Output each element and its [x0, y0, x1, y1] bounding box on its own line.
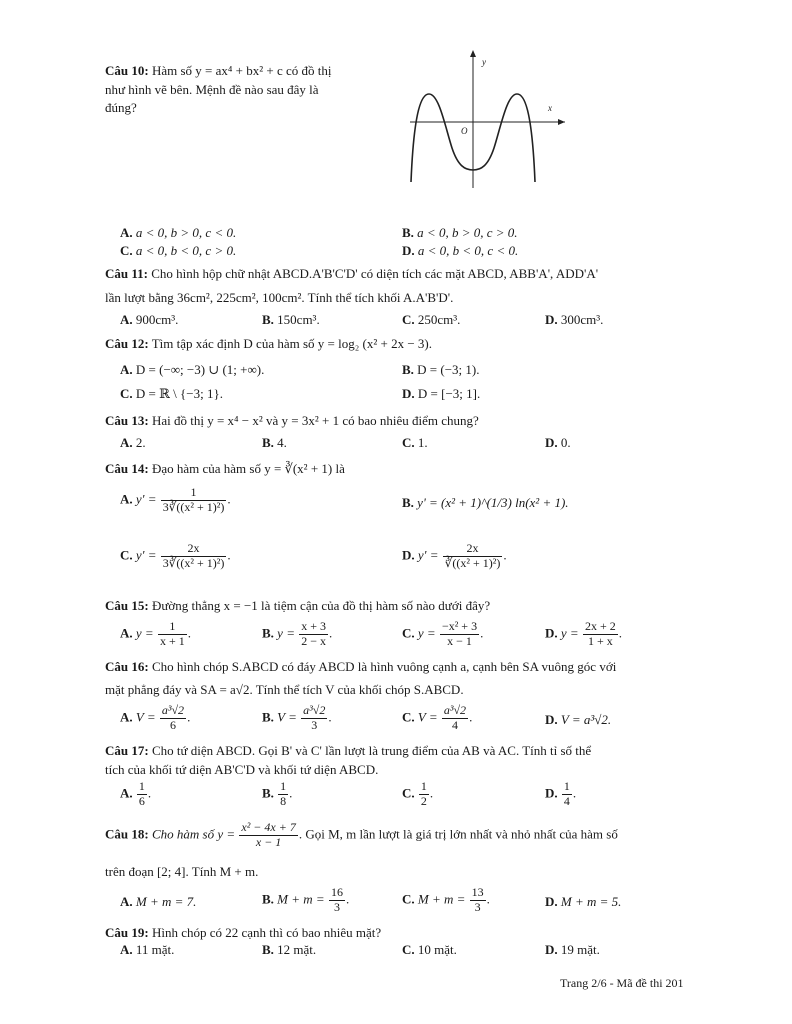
q17-line1: Câu 17: Cho tứ diện ABCD. Gọi B' và C' lần lượt là trung điểm của AB và AC. Tính tỉ số thể	[105, 743, 592, 758]
y-axis-arrow	[470, 50, 476, 57]
q18-c-fraction: $\frac{13}{3}$	[471, 885, 484, 914]
q12-option-d[interactable]: D. D = [−3; 1].	[402, 386, 481, 401]
q18-function-fraction: $\frac{\text{x² − 4x + 7}}{x - 1}$	[241, 820, 296, 849]
q14-line: Câu 14: Đạo hàm của hàm số y = ∛(x² + 1) là	[105, 461, 345, 476]
q15-option-b[interactable]: B. y = $\frac{x + 3}{2 - x}$ .	[262, 619, 333, 648]
q15-option-c[interactable]: C. y = $\frac{\text{−x² + 3}}{x - 1}$ .	[402, 619, 484, 648]
q19-option-b[interactable]: B. 12 mặt.	[262, 942, 317, 957]
q16-a-fraction: $\frac{\text{a³√2}}{6}$	[161, 703, 185, 732]
q10-option-d[interactable]: D. a < 0, b < 0, c < 0.	[402, 243, 519, 258]
q17-option-a[interactable]: A. $\frac{1}{6}$ .	[120, 779, 152, 808]
q15-b-fraction: $\frac{x + 3}{2 - x}$	[301, 619, 326, 648]
q19-option-d[interactable]: D. 19 mặt.	[545, 942, 600, 957]
q17-option-b[interactable]: B. $\frac{1}{8}$ .	[262, 779, 293, 808]
q18-option-a[interactable]: A. M + m = 7.	[120, 894, 197, 909]
q19-option-c[interactable]: C. 10 mặt.	[402, 942, 457, 957]
q17-option-d[interactable]: D. $\frac{1}{4}$ .	[545, 779, 577, 808]
q15-line: Câu 15: Đường thẳng x = −1 là tiệm cận của đồ thị hàm số nào dưới đây?	[105, 598, 491, 613]
q11-option-c[interactable]: C. 250cm³.	[402, 312, 461, 327]
q14-label: Câu 14:	[105, 461, 149, 476]
q14-a-fraction: $\frac{1}{\text{3∛((x² + 1)²)}}$	[162, 485, 225, 514]
q13-option-d[interactable]: D. 0.	[545, 435, 571, 450]
q10-label: Câu 10:	[105, 63, 149, 78]
q13-line: Câu 13: Hai đồ thị y = x⁴ − x² và y = 3x² + 1 có bao nhiêu điểm chung?	[105, 413, 479, 428]
q18-line1: Câu 18: Cho hàm số y = $\frac{\text{x² − 4x + 7}}{x - 1}$ . Gọi M, m lần lượt là giá trị lớn nhất và nhỏ nhất của hàm số	[105, 820, 618, 849]
q16-label: Câu 16:	[105, 659, 149, 674]
q18-option-b[interactable]: B. M + m = $\frac{16}{3}$ .	[262, 885, 350, 914]
q10-option-b[interactable]: B. a < 0, b > 0, c > 0.	[402, 225, 518, 240]
q16-option-b[interactable]: B. V = $\frac{\text{a³√2}}{3}$ .	[262, 703, 332, 732]
q19-line: Câu 19: Hình chóp có 22 cạnh thì có bao nhiêu mặt?	[105, 925, 382, 940]
q17-line2: tích của khối tứ diện AB'C'D và khối tứ diện ABCD.	[105, 762, 379, 777]
q11-label: Câu 11:	[105, 266, 148, 281]
x-axis-arrow	[558, 119, 565, 125]
q16-option-a[interactable]: A. V = $\frac{\text{a³√2}}{6}$ .	[120, 703, 191, 732]
q14-c-fraction: $\frac{2x}{\text{3∛((x² + 1)²)}}$	[162, 541, 225, 570]
q16-option-d[interactable]: D. V = a³√2.	[545, 712, 612, 727]
q10-text-1: Hàm số y = ax⁴ + bx² + c có đồ thị	[151, 63, 332, 78]
q12-line: Câu 12: Tìm tập xác định D của hàm số y = log₂ (x² + 2x − 3).	[105, 336, 432, 351]
q14-option-c[interactable]: C. y' = $\frac{2x}{\text{3∛((x² + 1)²)}}$ .	[120, 541, 231, 570]
q11-option-a[interactable]: A. 900cm³.	[120, 312, 179, 327]
q13-option-c[interactable]: C. 1.	[402, 435, 428, 450]
q18-label: Câu 18:	[105, 826, 149, 842]
q10-line2: như hình vẽ bên. Mệnh đề nào sau đây là	[105, 82, 319, 97]
q14-option-b[interactable]: B. y' = (x² + 1)^(1/3) ln(x² + 1).	[402, 495, 569, 510]
q10-line1	[105, 63, 332, 79]
q16-c-fraction: $\frac{\text{a³√2}}{4}$	[443, 703, 467, 732]
q17-c-fraction: $\frac{1}{2}$	[420, 779, 427, 808]
q17-label: Câu 17:	[105, 743, 149, 758]
q15-option-a[interactable]: A. y = $\frac{1}{x + 1}$ .	[120, 619, 191, 648]
q19-option-a[interactable]: A. 11 mặt.	[120, 942, 175, 957]
q11-line1: Câu 11: Cho hình hộp chữ nhật ABCD.A'B'C'D' có diện tích các mặt ABCD, ABB'A', ADD'A'	[105, 266, 599, 281]
q12-option-b[interactable]: B. D = (−3; 1).	[402, 362, 480, 377]
q13-option-a[interactable]: A. 2.	[120, 435, 146, 450]
q17-option-c[interactable]: C. $\frac{1}{2}$ .	[402, 779, 434, 808]
q18-option-c[interactable]: C. M + m = $\frac{13}{3}$ .	[402, 885, 490, 914]
q14-option-d[interactable]: D. y' = $\frac{2x}{\text{∛((x² + 1)²)}}$ .	[402, 541, 507, 570]
q17-a-fraction: $\frac{1}{6}$	[138, 779, 145, 808]
q16-line1: Câu 16: Cho hình chóp S.ABCD có đáy ABCD là hình vuông cạnh a, cạnh bên SA vuông góc với	[105, 659, 617, 674]
page-footer: Trang 2/6 - Mã đề thi 201	[560, 976, 684, 990]
q11-option-d[interactable]: D. 300cm³.	[545, 312, 604, 327]
q17-b-fraction: $\frac{1}{8}$	[280, 779, 287, 808]
q16-b-fraction: $\frac{\text{a³√2}}{3}$	[303, 703, 326, 732]
q13-option-b[interactable]: B. 4.	[262, 435, 287, 450]
q15-d-fraction: $\frac{2x + 2}{1 + x}$	[584, 619, 616, 648]
q19-label: Câu 19:	[105, 925, 149, 940]
q11-line2: lần lượt bằng 36cm², 225cm², 100cm². Tính thể tích khối A.A'B'D'.	[105, 290, 454, 305]
q10-option-a[interactable]: A. a < 0, b > 0, c < 0.	[120, 225, 237, 240]
y-axis-label: y	[482, 57, 486, 67]
q18-option-d[interactable]: D. M + m = 5.	[545, 894, 622, 909]
q16-option-c[interactable]: C. V = $\frac{\text{a³√2}}{4}$ .	[402, 703, 473, 732]
q13-label: Câu 13:	[105, 413, 149, 428]
q16-line2: mặt phẳng đáy và SA = a√2. Tính thể tích V của khối chóp S.ABCD.	[105, 682, 464, 697]
q18-line2: trên đoạn [2; 4]. Tính M + m.	[105, 864, 259, 879]
q18-b-fraction: $\frac{16}{3}$	[330, 885, 343, 914]
q12-option-c[interactable]: C. D = ℝ \ {−3; 1}.	[120, 386, 223, 401]
x-axis-label: x	[548, 103, 552, 113]
q14-option-a[interactable]: A. y' = $\frac{1}{\text{3∛((x² + 1)²)}}$ .	[120, 485, 231, 514]
q12-option-a[interactable]: A. D = (−∞; −3) ∪ (1; +∞).	[120, 362, 265, 377]
q15-c-fraction: $\frac{\text{−x² + 3}}{x - 1}$	[441, 619, 478, 648]
q17-d-fraction: $\frac{1}{4}$	[563, 779, 570, 808]
q10-line3: đúng?	[105, 100, 137, 115]
q15-option-d[interactable]: D. y = $\frac{2x + 2}{1 + x}$ .	[545, 619, 622, 648]
q12-label: Câu 12:	[105, 336, 149, 351]
q11-option-b[interactable]: B. 150cm³.	[262, 312, 320, 327]
q15-label: Câu 15:	[105, 598, 149, 613]
q14-d-fraction: $\frac{2x}{\text{∛((x² + 1)²)}}$	[444, 541, 501, 570]
q15-a-fraction: $\frac{1}{x + 1}$	[159, 619, 185, 648]
q10-option-c[interactable]: C. a < 0, b < 0, c > 0.	[120, 243, 237, 258]
q10-graph	[400, 48, 570, 193]
origin-label: O	[461, 126, 468, 136]
